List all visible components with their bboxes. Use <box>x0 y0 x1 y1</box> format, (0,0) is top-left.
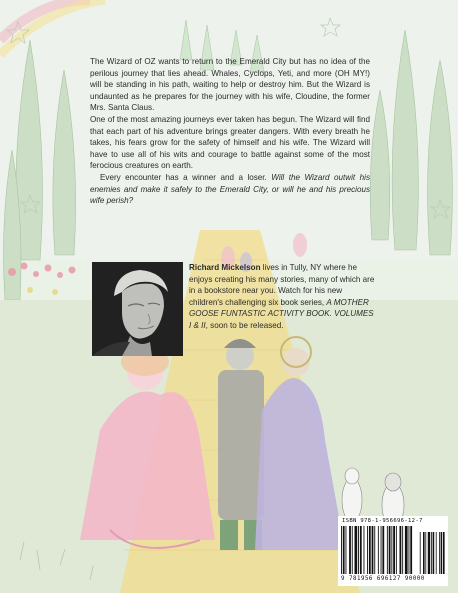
isbn-barcode <box>338 516 448 586</box>
blurb-paragraph-3-text: Every encounter has a winner and a loser. <box>100 172 272 182</box>
barcode-digits <box>341 576 425 582</box>
author-bio <box>189 262 375 332</box>
author-bio-ending: , soon to be released. <box>205 320 284 330</box>
back-cover-blurb <box>90 56 370 207</box>
blurb-paragraph-1: The Wizard of OZ wants to return to the Emerald City but has no idea of the perilous journey that lies ahead. Whales, Cyclops, Yeti, and more (OH MY!) will be standing in his path, waiting to help or destroy him. But the Wizard is undaunted as he prepares for the journey with his wife, Cloudine, the former Mrs. Santa Claus. <box>90 57 370 113</box>
series-title: A MOTHER GOOSE FUNTASTIC ACTIVITY BOOK. VOLUMES I & II <box>189 297 374 330</box>
author-photo <box>92 262 183 356</box>
isbn-label: ISBN 978-1-956696-12-7 <box>342 518 423 524</box>
blurb-paragraph-3-question: Will the Wizard outwit his enemies and make it safely to the Emerald City, or will he and his precious wife perish? <box>90 172 370 206</box>
price-code: 90000 <box>404 576 425 582</box>
barcode-number: 9 781956 696127 <box>341 576 401 582</box>
author-bio-text: lives in Tully, NY where he enjoys creating his many stories, many of which are in a bookstore near you. Watch for his new children's challenging six book series, <box>189 263 375 307</box>
blurb-paragraph-3 <box>90 172 370 207</box>
author-name: Richard Mickelson <box>189 263 261 272</box>
blurb-paragraph-2: One of the most amazing journeys ever taken has begun. The Wizard will find that each part of his adventure brings greater dangers. With every breath he takes, his fears grow for the safety of himself and his wife. The Wizard will have to use all of his wits and courage to battle against some of the most ferocious creatures on earth. <box>90 114 370 171</box>
barcode-bars <box>341 526 445 576</box>
